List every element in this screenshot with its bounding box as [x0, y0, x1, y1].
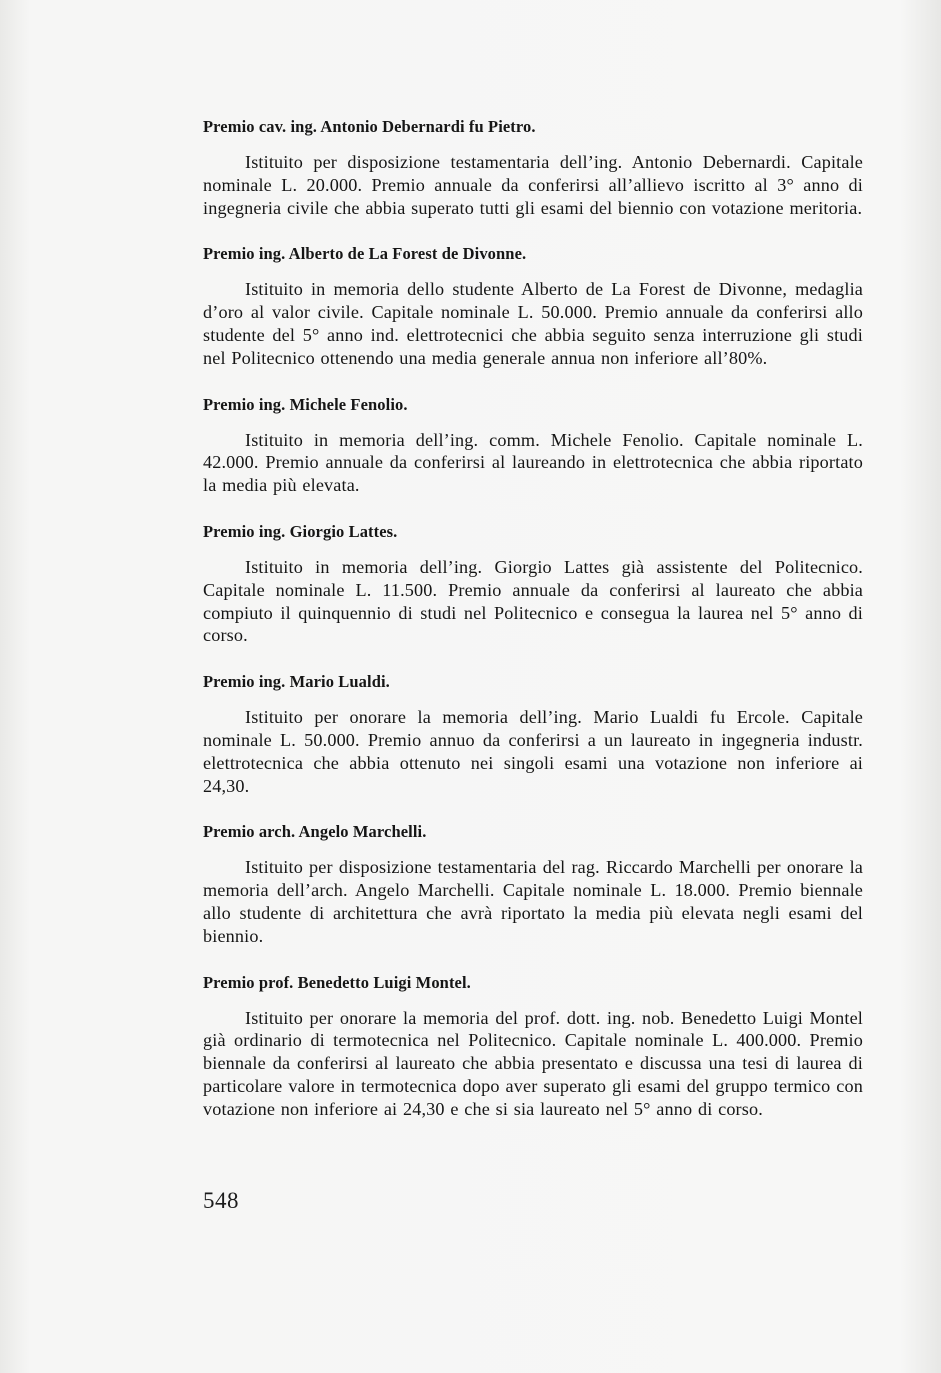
prize-list — [203, 116, 863, 1145]
prize-section — [203, 521, 863, 647]
prize-heading: Premio ing. Alberto de La Forest de Divonne. — [203, 244, 527, 264]
page-number: 548 — [203, 1188, 239, 1213]
prize-section — [203, 243, 863, 369]
prize-heading: Premio ing. Giorgio Lattes. — [203, 521, 398, 541]
prize-section — [203, 821, 863, 947]
prize-section — [203, 394, 863, 497]
prize-heading: Premio prof. Benedetto Luigi Montel. — [203, 972, 471, 992]
prize-description: Istituito per disposizione testamentaria dell’ing. Antonio Debernardi. Capitale nominale L. 20.000. Premio annuale da conferirsi all’allievo iscritto al 3° anno di ingegneria civile che abbia superato tutti gli esami del biennio con votazione meritoria. — [203, 152, 863, 218]
prize-heading: Premio cav. ing. Antonio Debernardi fu Pietro. — [203, 117, 536, 136]
prize-heading: Premio arch. Angelo Marchelli. — [203, 822, 427, 842]
prize-heading: Premio ing. Michele Fenolio. — [203, 394, 408, 414]
prize-description: Istituito in memoria dell’ing. Giorgio Lattes già assistente del Politecnico. Capitale nominale L. 11.500. Premio annuale da conferirsi al laureato che abbia compiuto il quinquennio di studi nel Politecnico e consegua la laurea nel 5° anno di corso. — [203, 556, 863, 646]
prize-heading: Premio ing. Mario Lualdi. — [203, 672, 390, 692]
prize-section — [203, 671, 863, 797]
prize-description: Istituito per disposizione testamentaria del rag. Riccardo Marchelli per onorare la memoria dell’arch. Angelo Marchelli. Capitale nominale L. 18.000. Premio biennale allo studente di architettura che avrà riportato la media più elevata negli esami del biennio. — [203, 857, 863, 946]
prize-description: Istituito per onorare la memoria del prof. dott. ing. nob. Benedetto Luigi Montel già ordinario di termotecnica nel Politecnico. Capitale nominale L. 400.000. Premio biennale da conferirsi al laureato che abbia presentato e discussa una tesi di laurea di particolare valore in termotecnica dopo aver superato gli esami del gruppo termico con votazione non inferiore ai 24,30 e che si sia laureato nel 5° anno di corso. — [203, 1007, 863, 1119]
prize-description: Istituito per onorare la memoria dell’ing. Mario Lualdi fu Ercole. Capitale nominale L. 50.000. Premio annuo da conferirsi a un laureato in ingegneria industr. elettrotecnica che abbia ottenuto nei singoli esami una votazione non inferiore ai 24,30. — [203, 707, 863, 796]
prize-description: Istituito in memoria dell’ing. comm. Michele Fenolio. Capitale nominale L. 42.000. Premio annuale da conferirsi al laureando in elettrotecnica che abbia riportato la media più elevata. — [203, 429, 863, 496]
prize-description: Istituito in memoria dello studente Alberto de La Forest de Divonne, medaglia d’oro al valor civile. Capitale nominale L. 50.000. Premio annuale da conferirsi allo studente del 5° anno ind. elettrotecnici che abbia seguito senza interruzione gli studi nel Politecnico ottenendo una media generale annua non inferiore all’80%. — [203, 279, 863, 368]
prize-section — [203, 116, 863, 219]
prize-section — [203, 972, 863, 1121]
